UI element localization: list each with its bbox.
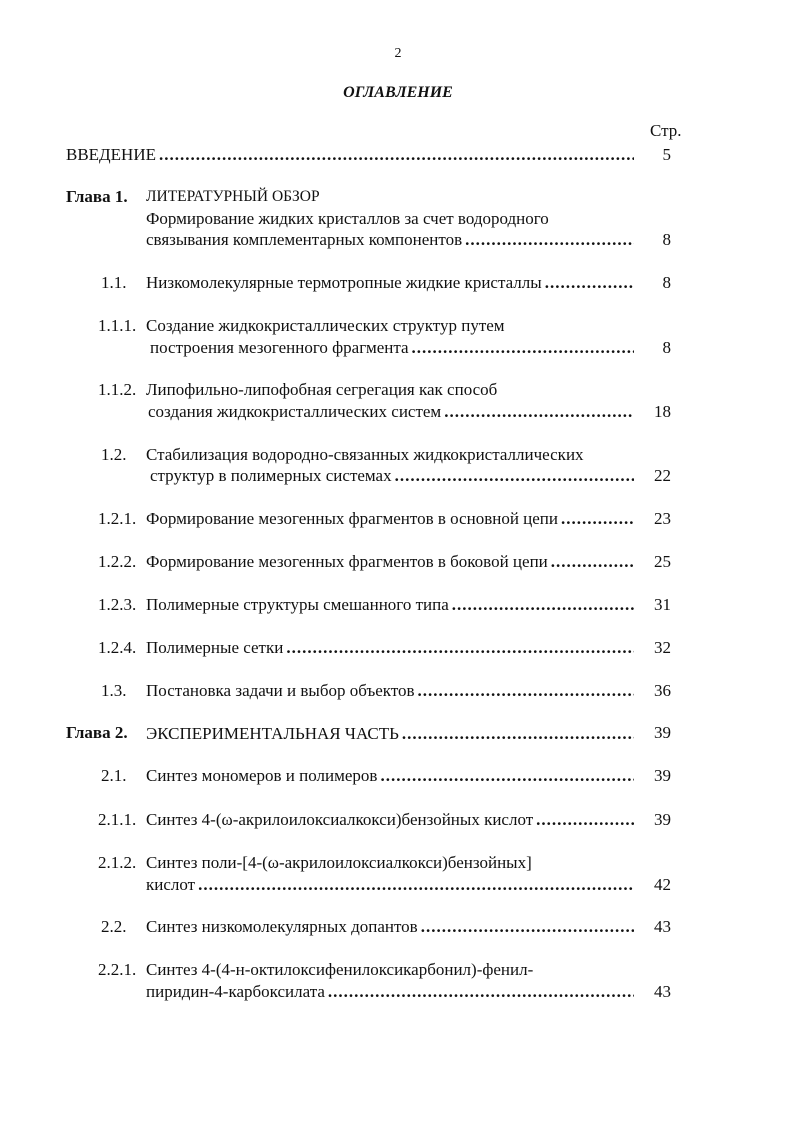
toc-entry-label: 2.2.1. bbox=[98, 960, 137, 979]
leader-dots bbox=[395, 466, 634, 486]
toc-entry-page: 39 bbox=[654, 766, 671, 785]
toc-entry-label: Глава 2. bbox=[66, 723, 128, 742]
toc-entry-text: Синтез 4-(ω-акрилоилоксиалкокси)бензойных кислот bbox=[146, 810, 534, 829]
toc-entry-text: структур в полимерных системах bbox=[150, 466, 392, 485]
toc-entry-text: пиридин-4-карбоксилата bbox=[146, 982, 325, 1001]
toc-entry-page: 22 bbox=[654, 466, 671, 485]
toc-entry-text: Синтез 4-(4-н-октилоксифенилоксикарбонил)-фенил- bbox=[146, 960, 534, 979]
toc-entry-text: построения мезогенного фрагмента bbox=[150, 338, 409, 357]
toc-entry-label: Глава 1. bbox=[66, 187, 128, 206]
leader-dots bbox=[465, 230, 634, 250]
toc-entry-label: 1.2.3. bbox=[98, 595, 137, 614]
toc-entry-page: 36 bbox=[654, 681, 671, 700]
toc-entry-text: Формирование мезогенных фрагментов в основной цепи bbox=[146, 509, 559, 528]
toc-entry-text: Стабилизация водородно-связанных жидкокристаллических bbox=[146, 445, 584, 464]
toc-entry-page: 43 bbox=[654, 982, 671, 1001]
toc-entry-page: 8 bbox=[662, 273, 671, 292]
toc-entry-text: Полимерные структуры смешанного типа bbox=[146, 595, 449, 614]
leader-dots bbox=[545, 273, 634, 293]
toc-entry-page: 32 bbox=[654, 638, 671, 657]
leader-dots bbox=[159, 145, 634, 165]
toc-entry-text: связывания комплементарных компонентов bbox=[146, 230, 463, 249]
page-column-header: Стр. bbox=[650, 121, 682, 140]
toc-entry-text: кислот bbox=[146, 875, 196, 894]
toc-entry-label: 1.2.2. bbox=[98, 552, 137, 571]
leader-dots bbox=[561, 509, 634, 529]
leader-dots bbox=[444, 402, 634, 422]
leader-dots bbox=[452, 595, 634, 615]
leader-dots bbox=[418, 681, 634, 701]
toc-entry-text: Синтез поли-[4-(ω-акрилоилоксиалкокси)бензойных] bbox=[146, 853, 532, 872]
toc-entry-page: 39 bbox=[654, 810, 671, 829]
toc-entry-label: 2.1.2. bbox=[98, 853, 137, 872]
toc-entry-text: Липофильно-липофобная сегрегация как способ bbox=[146, 380, 498, 399]
toc-entry-label: 2.1.1. bbox=[98, 810, 137, 829]
toc-entry-text: Синтез низкомолекулярных допантов bbox=[146, 917, 418, 936]
toc-entry-label: 2.2. bbox=[101, 917, 127, 936]
toc-entry-label: 1.2.1. bbox=[98, 509, 137, 528]
toc-entry-label: 1.3. bbox=[101, 681, 127, 700]
leader-dots bbox=[536, 810, 634, 830]
leader-dots bbox=[421, 917, 634, 937]
toc-entry-page: 18 bbox=[654, 402, 671, 421]
toc-entry-text: ВВЕДЕНИЕ bbox=[66, 145, 156, 164]
leader-dots bbox=[328, 982, 634, 1002]
toc-entry-page: 8 bbox=[662, 230, 671, 249]
toc-entry-text: создания жидкокристаллических систем bbox=[148, 402, 442, 421]
leader-dots bbox=[286, 638, 634, 658]
toc-entry-page: 42 bbox=[654, 875, 671, 894]
toc-entry-text: Формирование мезогенных фрагментов в боковой цепи bbox=[146, 552, 548, 571]
leader-dots bbox=[380, 766, 634, 786]
toc-entry-page: 31 bbox=[654, 595, 671, 614]
toc-entry-page: 23 bbox=[654, 509, 671, 528]
leader-dots bbox=[198, 875, 634, 895]
toc-entry-text: Создание жидкокристаллических структур путем bbox=[146, 316, 505, 335]
toc-entry-page: 39 bbox=[654, 723, 671, 742]
toc-entry-text: Полимерные сетки bbox=[146, 638, 284, 657]
toc-entry-label: 1.1. bbox=[101, 273, 127, 292]
leader-dots bbox=[402, 724, 634, 744]
toc-entry-text: Низкомолекулярные термотропные жидкие кристаллы bbox=[146, 273, 542, 292]
toc-entry-text: ЛИТЕРАТУРНЫЙ ОБЗОР bbox=[146, 188, 320, 205]
toc-entry-label: 1.1.1. bbox=[98, 316, 137, 335]
toc-entry-text: ЭКСПЕРИМЕНТАЛЬНАЯ ЧАСТЬ bbox=[146, 724, 399, 743]
toc-entry-text: Постановка задачи и выбор объектов bbox=[146, 681, 415, 700]
leader-dots bbox=[412, 338, 634, 358]
toc-entry-text: Синтез мономеров и полимеров bbox=[146, 766, 378, 785]
toc-entry-label: 1.2.4. bbox=[98, 638, 137, 657]
toc-entry-page: 8 bbox=[662, 338, 671, 357]
toc-entry-label: 1.2. bbox=[101, 445, 127, 464]
toc-entry-label: 1.1.2. bbox=[98, 380, 137, 399]
leader-dots bbox=[551, 552, 634, 572]
toc-entry-text: Формирование жидких кристаллов за счет водородного bbox=[146, 209, 549, 228]
page-title: ОГЛАВЛЕНИЕ bbox=[343, 84, 453, 101]
toc-entry-page: 43 bbox=[654, 917, 671, 936]
toc-entry-page: 25 bbox=[654, 552, 671, 571]
toc-entry-label: 2.1. bbox=[101, 766, 127, 785]
toc-entry-page: 5 bbox=[662, 145, 671, 164]
page-number: 2 bbox=[394, 46, 402, 61]
